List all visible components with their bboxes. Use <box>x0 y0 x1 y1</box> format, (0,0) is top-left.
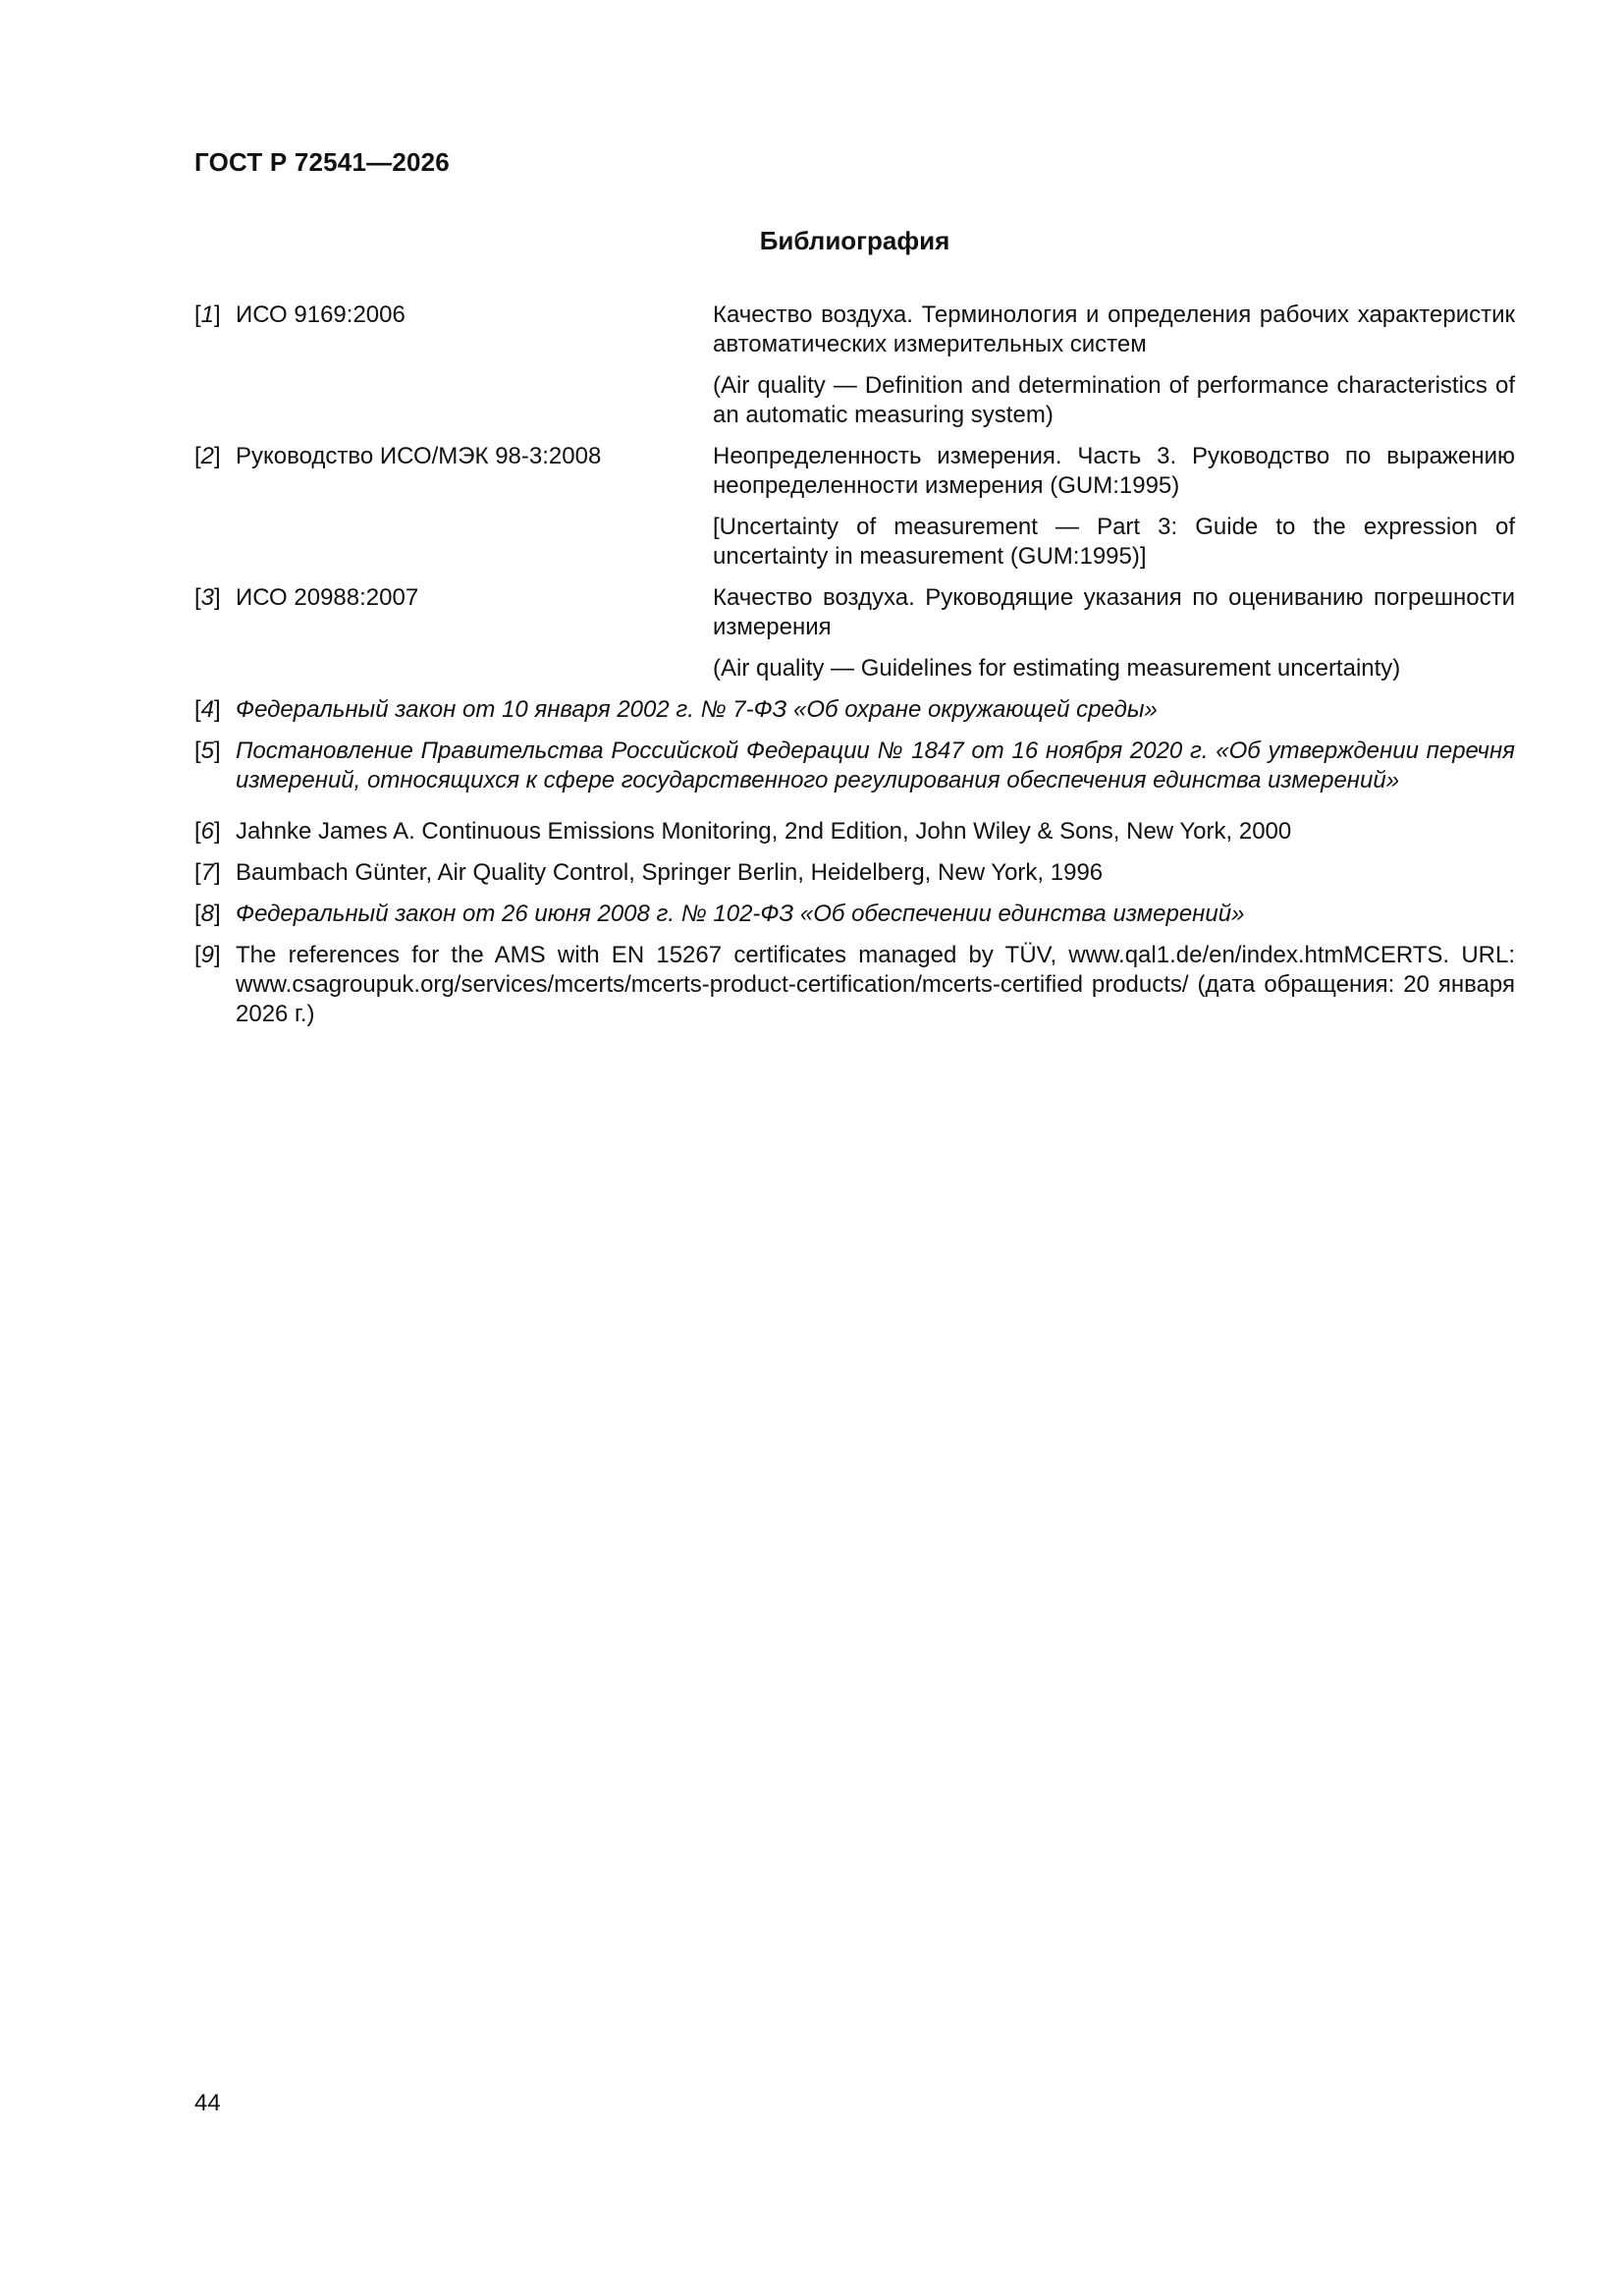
entry-title-ru: Качество воздуха. Руководящие указания по оцениванию погрешности измерения <box>713 584 1515 640</box>
entry-text: Постановление Правительства Российской Федерации № 1847 от 16 ноября 2020 г. «Об утверждении перечня измерений, относящихся к сфере государственного регулирования обеспечения единства измерений» <box>236 738 1515 793</box>
entry-text: Федеральный закон от 10 января 2002 г. № 7-ФЗ «Об охране окружающей среды» <box>236 696 1158 723</box>
entry-title-en: (Air quality — Definition and determination of performance characteristics of an automatic measuring system) <box>713 372 1515 428</box>
entry-description <box>713 583 1515 695</box>
entry-number: [3] <box>194 584 221 611</box>
entry-number: [2] <box>194 443 221 469</box>
bibliography-entry <box>194 817 1515 858</box>
entry-number: [9] <box>194 942 221 968</box>
bibliography-entry <box>194 900 1515 941</box>
bibliography-entry <box>194 858 1515 900</box>
entry-number: [4] <box>194 696 221 723</box>
entry-reference: ИСО 20988:2007 <box>236 584 419 611</box>
bibliography-entry <box>194 583 1515 695</box>
entry-text: Baumbach Günter, Air Quality Control, Springer Berlin, Heidelberg, New York, 1996 <box>236 859 1104 886</box>
bibliography-entry <box>194 737 1515 817</box>
entry-title-en: [Uncertainty of measurement — Part 3: Guide to the expression of uncertainty in measurement (GUM:1995)] <box>713 514 1515 570</box>
bibliography-entry <box>194 695 1515 737</box>
bibliography-entry <box>194 301 1515 442</box>
section-title: Библиография <box>759 226 950 255</box>
bibliography-entry <box>194 941 1515 1041</box>
entry-number: [1] <box>194 301 221 328</box>
entry-text: Федеральный закон от 26 июня 2008 г. № 102-ФЗ «Об обеспечении единства измерений» <box>236 901 1245 927</box>
entry-number: [8] <box>194 901 221 927</box>
standard-code: ГОСТ Р 72541—2026 <box>194 147 450 177</box>
entry-number: [7] <box>194 859 221 886</box>
entry-text: The references for the AMS with EN 15267 certificates managed by TÜV, www.qal1.de/en/index.htmMCERTS. URL: www.csagroupuk.org/services/mcerts/mcerts-product-certification/mcerts-certified products/ (дата обращения: 20 января 2026 г.) <box>236 942 1515 1027</box>
bibliography-list <box>194 301 1515 1041</box>
bibliography-entry <box>194 442 1515 583</box>
entry-number: [6] <box>194 818 221 845</box>
page-number: 44 <box>194 2090 221 2116</box>
entry-title-ru: Качество воздуха. Терминология и определения рабочих характеристик автоматических измерительных систем <box>713 301 1515 357</box>
entry-title-en: (Air quality — Guidelines for estimating measurement uncertainty) <box>713 655 1401 682</box>
entry-text: Jahnke James A. Continuous Emissions Monitoring, 2nd Edition, John Wiley & Sons, New York, 2000 <box>236 818 1292 845</box>
entry-number: [5] <box>194 738 221 764</box>
entry-reference: Руководство ИСО/МЭК 98-3:2008 <box>236 443 602 469</box>
entry-title-ru: Неопределенность измерения. Часть 3. Руководство по выражению неопределенности измерения (GUM:1995) <box>713 443 1515 499</box>
entry-description <box>713 442 1515 583</box>
entry-description <box>713 301 1515 442</box>
entry-reference: ИСО 9169:2006 <box>236 301 406 328</box>
